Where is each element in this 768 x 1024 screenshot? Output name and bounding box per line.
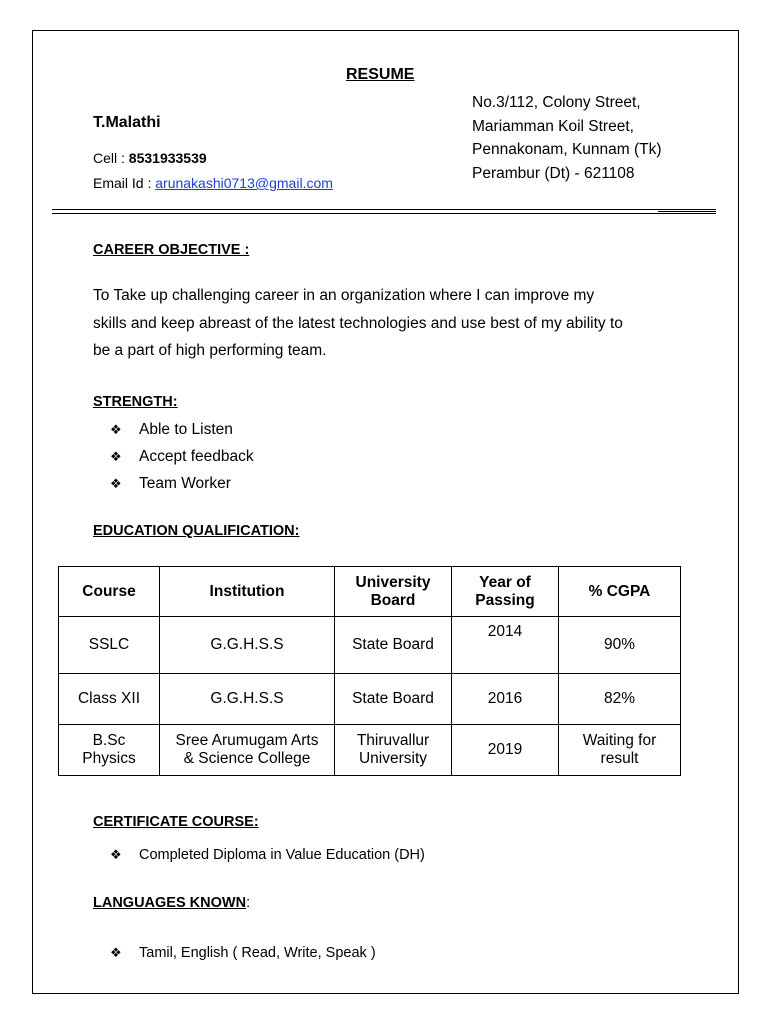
diamond-bullet-icon: ❖ [110, 847, 122, 862]
table-row [59, 725, 681, 776]
column-header: Year of Passing [452, 567, 559, 617]
cell-line [93, 150, 207, 166]
diamond-bullet-icon: ❖ [110, 422, 122, 437]
strength-heading: STRENGTH: [93, 394, 178, 410]
candidate-name: T.Malathi [93, 114, 161, 131]
table-cell: 2014 [452, 617, 559, 674]
table-cell: Sree Arumugam Arts & Science College [160, 725, 335, 776]
email-link[interactable]: arunakashi0713@gmail.com [155, 175, 333, 191]
strength-item: ❖ Team Worker [110, 475, 231, 492]
table-cell: 2016 [452, 674, 559, 725]
column-header: Course [59, 567, 160, 617]
table-row [59, 674, 681, 725]
languages-heading-colon: : [246, 895, 251, 911]
resume-title: RESUME [346, 66, 415, 83]
address-line: Perambur (Dt) - 621108 [472, 164, 635, 182]
column-header: University Board [335, 567, 452, 617]
table-header-row [59, 567, 681, 617]
education-table [58, 566, 681, 776]
address-line: No.3/112, Colony Street, [472, 94, 641, 111]
table-cell: 90% [559, 617, 681, 674]
table-cell: G.G.H.S.S [160, 674, 335, 725]
address-line: Mariamman Koil Street, [472, 117, 634, 135]
career-objective-heading: CAREER OBJECTIVE : [93, 242, 250, 258]
education-heading: EDUCATION QUALIFICATION: [93, 523, 300, 539]
strength-item: ❖ Able to Listen [110, 421, 233, 438]
diamond-bullet-icon: ❖ [110, 449, 122, 464]
address-block [472, 91, 662, 185]
column-header: Institution [160, 567, 335, 617]
table-cell: SSLC [59, 617, 160, 674]
language-item: ❖ Tamil, English ( Read, Write, Speak ) [110, 945, 376, 961]
table-cell: B.Sc Physics [59, 725, 160, 776]
objective-line: skills and keep abreast of the latest technologies and use best of my ability to [93, 314, 623, 332]
objective-line: be a part of high performing team. [93, 342, 327, 359]
address-line: Pennakonam, Kunnam (Tk) [472, 141, 662, 158]
languages-heading: LANGUAGES KNOWN [93, 895, 247, 911]
column-header: % CGPA [559, 567, 681, 617]
email-line [93, 175, 333, 191]
certificate-heading: CERTIFICATE COURSE: [93, 814, 259, 830]
table-cell: State Board [335, 674, 452, 725]
cell-label: Cell : [93, 150, 129, 166]
table-cell: State Board [335, 617, 452, 674]
table-cell: Waiting for result [559, 725, 681, 776]
table-row [59, 617, 681, 674]
header-divider [52, 209, 716, 210]
strength-item: ❖ Accept feedback [110, 448, 254, 465]
table-cell: G.G.H.S.S [160, 617, 335, 674]
certificate-item: ❖ Completed Diploma in Value Education (DH) [110, 847, 425, 863]
table-cell: 82% [559, 674, 681, 725]
header-divider [658, 211, 716, 212]
diamond-bullet-icon: ❖ [110, 476, 122, 491]
email-label: Email Id : [93, 175, 156, 191]
diamond-bullet-icon: ❖ [110, 945, 122, 960]
languages-heading-line [93, 895, 250, 911]
table-cell: 2019 [452, 725, 559, 776]
cell-number: 8531933539 [128, 150, 207, 166]
objective-line: To Take up challenging career in an organization where I can improve my [93, 287, 595, 304]
table-cell: Thiruvallur University [335, 725, 452, 776]
career-objective-text [93, 282, 693, 365]
header-divider [52, 213, 716, 214]
table-cell: Class XII [59, 674, 160, 725]
